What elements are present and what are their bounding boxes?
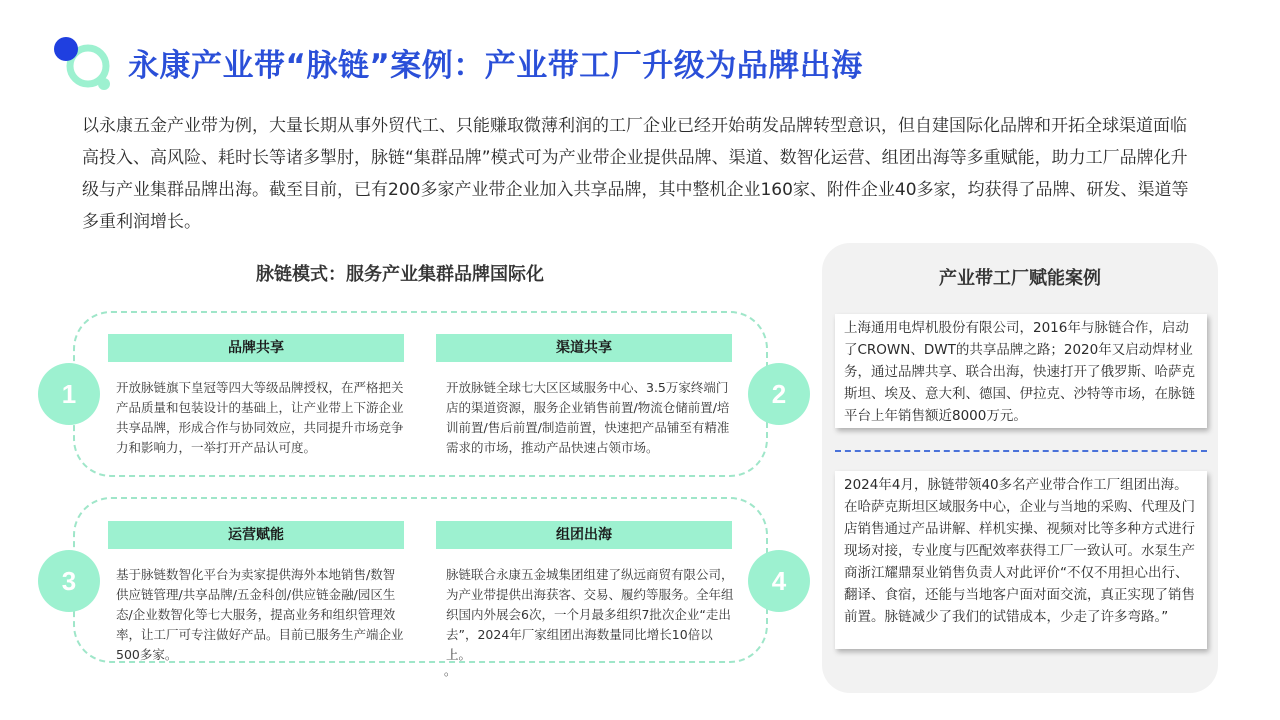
step-number-4: 4 [748,550,810,612]
card-text-operation-enablement: 基于脉链数智化平台为卖家提供海外本地销售/数智供应链管理/共享品牌/五金科创/供应链金融/园区生态/企业数智化等七大服务，提高业务和组织管理效率，让工厂可专注做好产品。目前已服务生产端企业500多家。 [116,567,404,662]
step-number-2: 2 [748,363,810,425]
model-section-title: 脉链模式：服务产业集群品牌国际化 [256,264,544,285]
card-heading-group-going-abroad: 组团出海 [436,521,732,549]
intro-paragraph: 以永康五金产业带为例，大量长期从事外贸代工、只能赚取微薄利润的工厂企业已经开始萌发品牌转型意识，但自建国际化品牌和开拓全球渠道面临高投入、高风险、耗时长等诸多掣肘，脉链“集群品牌”模式可为产业带企业提供品牌、渠道、数智化运营、组团出海等多重赋能，助力工厂品牌化升级与产业集群品牌出海。截至目前，已有200多家产业带企业加入共享品牌，其中整机企业160家、附件企业40多家，均获得了品牌、研发、渠道等多重利润增长。 [82,116,1189,232]
case-text-2: 2024年4月，脉链带领40多名产业带合作工厂组团出海。在哈萨克斯坦区域服务中心，企业与当地的采购、代理及门店销售通过产品讲解、样机实操、视频对比等多种方式进行现场对接，专业度与匹配效率获得工厂一致认可。水泵生产商浙江耀鼎泵业销售负责人对此评价“不仅不用担心出行、翻译、食宿，还能与当地客户面对面交流，真正实现了销售前置。脉链减少了我们的试错成本，少走了许多弯路。” [844,477,1195,625]
page-title: 永康产业带“脉链”案例：产业带工厂升级为品牌出海 [128,48,863,84]
case-text-1: 上海通用电焊机股份有限公司，2016年与脉链合作，启动了CROWN、DWT的共享品牌之路；2020年又启动焊材业务，通过品牌共享、联合出海，快速打开了俄罗斯、哈萨克斯坦、埃及、意大利、德国、伊拉克、沙特等市场，在脉链平台上年销售额近8000万元。 [844,320,1195,424]
card-heading-channel-sharing: 渠道共享 [436,334,732,362]
case-card-2 [835,471,1207,649]
step-number-3: 3 [38,550,100,612]
card-heading-brand-sharing: 品牌共享 [108,334,404,362]
card-text-group-going-abroad: 脉链联合永康五金城集团组建了纵远商贸有限公司，为产业带提供出海获客、交易、履约等服务。全年组织国内外展会6次，一个月最多组织7批次企业“走出去”，2024年厂家组团出海数量同比增长10倍以上。 [446,567,734,662]
cases-divider [835,450,1207,452]
brand-logo-icon [52,36,114,94]
card-heading-operation-enablement: 运营赋能 [108,521,404,549]
cases-panel-title: 产业带工厂赋能案例 [939,268,1101,289]
card-text-brand-sharing: 开放脉链旗下皇冠等四大等级品牌授权，在严格把关产品质量和包装设计的基础上，让产业带上下游企业共享品牌，形成合作与协同效应，共同提升市场竞争力和影响力，一举打开产品认可度。 [116,380,404,455]
case-card-1 [835,314,1207,428]
stray-punctuation: 。 [444,664,457,678]
step-number-1: 1 [38,363,100,425]
card-text-channel-sharing: 开放脉链全球七大区区域服务中心、3.5万家终端门店的渠道资源，服务企业销售前置/物流仓储前置/培训前置/售后前置/制造前置，快速把产品铺至有精准需求的市场，推动产品快速占领市场。 [446,380,730,455]
